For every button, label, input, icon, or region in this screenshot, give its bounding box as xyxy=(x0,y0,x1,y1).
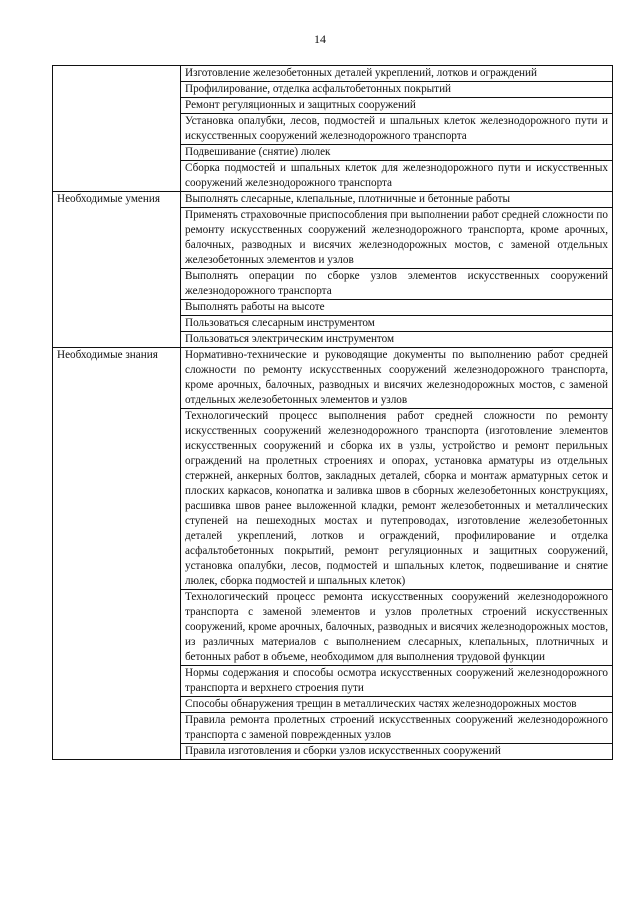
table-cell: Способы обнаружения трещин в металлических частях железнодорожных мостов xyxy=(181,697,613,713)
table-cell: Сборка подмостей и шпальных клеток для железнодорожного пути и искусственных сооружений железнодорожного транспорта xyxy=(181,161,613,192)
table-cell: Выполнять слесарные, клепальные, плотничные и бетонные работы xyxy=(181,192,613,208)
table-cell: Установка опалубки, лесов, подмостей и шпальных клеток железнодорожного пути и искусственных сооружений железнодорожного транспорта xyxy=(181,114,613,145)
table-cell: Технологический процесс ремонта искусственных сооружений железнодорожного транспорта с заменой элементов и узлов пролетных строений искусственных сооружений, кроме арочных, балочных, разводных и висячих железнодорожных мостов, из различных материалов с выполнением слесарных, клепальных, плотничных и бетонных работ в объеме, необходимом для выполнения трудовой функции xyxy=(181,590,613,666)
table-row xyxy=(53,192,613,208)
table-cell: Подвешивание (снятие) люлек xyxy=(181,145,613,161)
table-cell: Изготовление железобетонных деталей укреплений, лотков и ограждений xyxy=(181,66,613,82)
table-cell: Нормы содержания и способы осмотра искусственных сооружений железнодорожного транспорта и верхнего строения пути xyxy=(181,666,613,697)
table-cell: Выполнять работы на высоте xyxy=(181,300,613,316)
competency-table xyxy=(52,65,613,760)
table-row xyxy=(53,348,613,409)
table-cell: Правила ремонта пролетных строений искусственных сооружений железнодорожного транспорта с заменой поврежденных узлов xyxy=(181,713,613,744)
skills-label: Необходимые умения xyxy=(53,192,181,348)
knowledge-label: Необходимые знания xyxy=(53,348,181,760)
page-number: 14 xyxy=(314,32,326,46)
table-cell: Применять страховочные приспособления при выполнении работ средней сложности по ремонту искусственных сооружений железнодорожного транспорта, кроме арочных, балочных, разводных и висячих железнодорожных мостов, с заменой отдельных железобетонных элементов и узлов xyxy=(181,208,613,269)
table-cell: Нормативно-технические и руководящие документы по выполнению работ средней сложности по ремонту искусственных сооружений железнодорожного транспорта, кроме арочных, балочных, разводных и висячих железнодорожных мостов, с заменой отдельных железобетонных элементов и узлов xyxy=(181,348,613,409)
table-cell: Выполнять операции по сборке узлов элементов искусственных сооружений железнодорожного транспорта xyxy=(181,269,613,300)
table-cell: Пользоваться электрическим инструментом xyxy=(181,332,613,348)
table-cell: Ремонт регуляционных и защитных сооружений xyxy=(181,98,613,114)
table-cell: Технологический процесс выполнения работ средней сложности по ремонту искусственных сооружений железнодорожного транспорта (изготовление элементов искусственных сооружений и сборка их в узлы, устройство и ремонт перильных ограждений на пролетных строениях и опорах, установка арматуры из отдельных стержней, анкерных болтов, закладных деталей, сборка и монтаж арматурных сеток и плоских каркасов, конопатка и заливка швов в сборных железобетонных конструкциях, расшивка швов ранее выложенной кладки, ремонт железобетонных и металлических ступеней на пешеходных мостах и путепроводах, изготовление железобетонных деталей укреплений, лотков и ограждений, профилирование и отделка асфальтобетонных покрытий, ремонт регуляционных и защитных сооружений, установка опалубки, лесов, подмостей и шпальных клеток, подвешивание и снятие люлек, сборка подмостей и шпальных клеток) xyxy=(181,409,613,590)
table-row xyxy=(53,66,613,82)
table-cell: Правила изготовления и сборки узлов искусственных сооружений xyxy=(181,744,613,760)
table-cell: Профилирование, отделка асфальтобетонных покрытий xyxy=(181,82,613,98)
empty-label-cell xyxy=(53,66,181,192)
table-cell: Пользоваться слесарным инструментом xyxy=(181,316,613,332)
